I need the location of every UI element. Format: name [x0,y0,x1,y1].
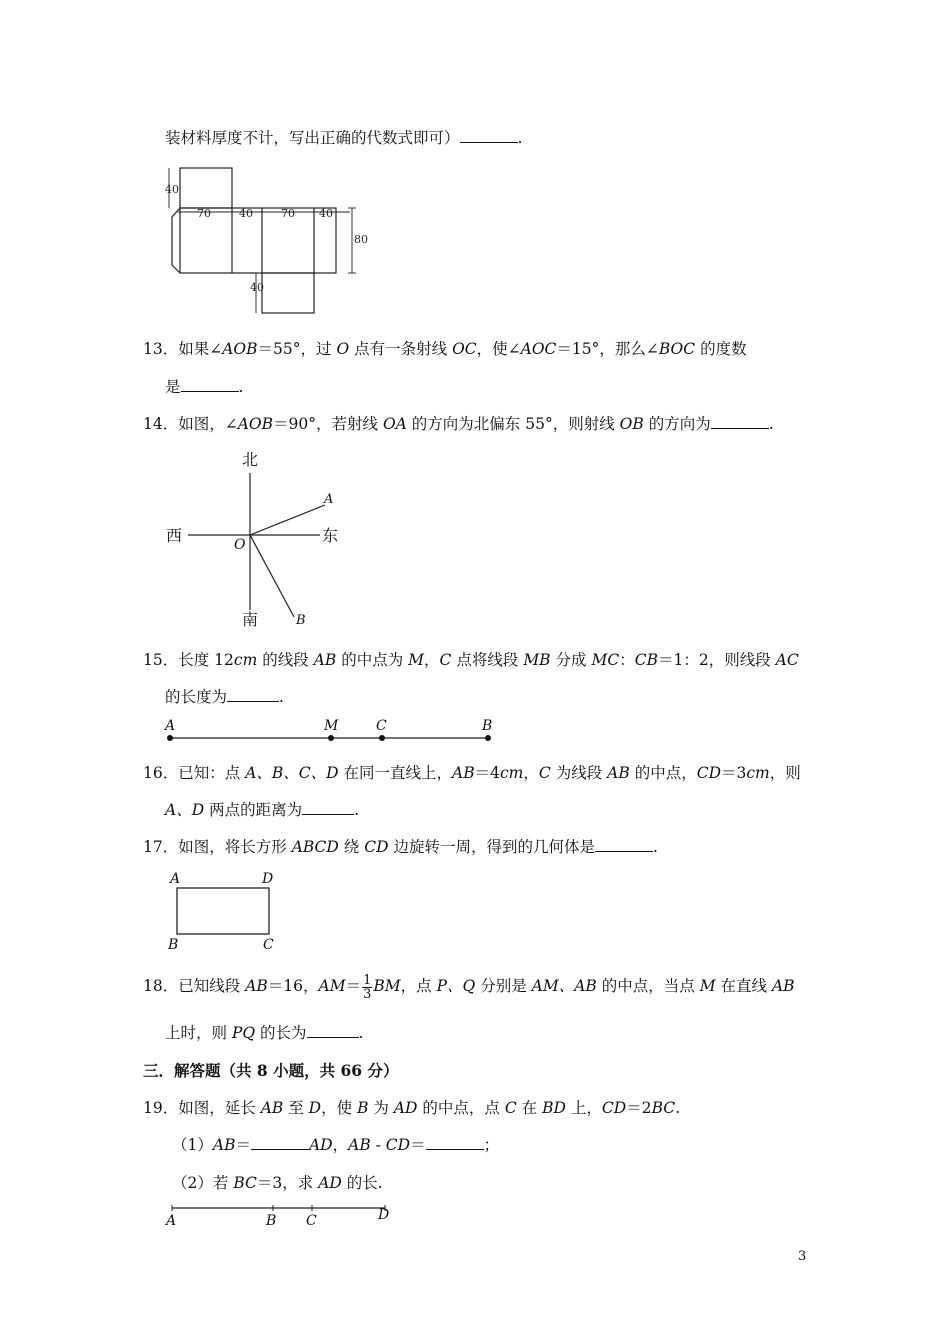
fraction-one-third: $\frac{1}{3}$ [363,972,372,1002]
answer-blank[interactable] [711,414,769,429]
dim-40-third: 40 [319,207,333,220]
dim-40-bottom: 40 [250,281,264,294]
question-19-part1: （1）AB＝ AD，AB - CD＝ ； [172,1136,500,1154]
answer-blank[interactable] [460,128,518,143]
rect-c-label: C [263,937,274,953]
rect-d-label: D [262,871,274,887]
q12-line: 装材料厚度不计，写出正确的代数式即可） . [165,129,523,147]
question-13: 13．如果∠AOB＝55°，过 O 点有一条射线 OC，使∠AOC＝15°，那么∠BOC 的度数 [143,340,747,358]
seg15-c-label: C [376,718,387,734]
seg19-a-label: A [166,1213,177,1229]
dim-40-second: 40 [239,207,253,220]
question-18: 18．已知线段 AB＝16，AM＝ $\frac{1}{3}$ BM，点 P、Q 分别是 AM、AB 的中点，当点 M 在直线 AB [143,972,795,1002]
seg19-b-label: B [266,1213,277,1229]
question-17: 17．如图，将长方形 ABCD 绕 CD 边旋转一周，得到的几何体是 . [143,838,658,856]
answer-blank[interactable] [426,1135,484,1150]
seg19-c-label: C [306,1213,317,1229]
dim-70-first: 70 [197,207,211,220]
point-o-label: O [234,537,246,553]
seg19-d-label: D [378,1207,390,1223]
question-14: 14．如图，∠AOB＝90°，若射线 OA 的方向为北偏东 55°，则射线 OB 的方向为 . [143,415,774,433]
answer-blank[interactable] [251,1135,309,1150]
segment-19-figure [160,1200,400,1232]
page-number: 3 [798,1249,807,1264]
south-label: 南 [242,610,259,629]
section-heading: 三．解答题（共 8 小题，共 66 分） [143,1061,399,1080]
dim-40-left: 40 [165,183,179,196]
answer-blank[interactable] [227,687,279,702]
answer-blank[interactable] [595,837,653,852]
east-label: 东 [322,526,339,545]
box-net-figure [160,165,375,317]
question-18-line2: 上时，则 PQ 的长为 . [165,1024,364,1042]
question-15-line2: 的长度为 . [165,688,284,706]
point-b-label: B [296,613,306,628]
question-19: 19．如图，延长 AB 至 D，使 B 为 AD 的中点，点 C 在 BD 上，CD＝2BC. [143,1099,681,1117]
seg15-a-label: A [165,718,176,734]
west-label: 西 [166,526,183,545]
answer-blank[interactable] [302,800,354,815]
answer-blank[interactable] [181,377,239,392]
question-13-line2: 是 . [165,378,244,396]
seg15-m-label: M [324,718,339,734]
answer-blank[interactable] [307,1023,359,1038]
question-15: 15．长度 12cm 的线段 AB 的中点为 M，C 点将线段 MB 分成 MC：CB＝1：2，则线段 AC [143,651,799,669]
dim-70-second: 70 [281,207,295,220]
rect-a-label: A [170,871,181,887]
north-label: 北 [242,450,259,469]
question-16: 16．已知：点 A、B、C、D 在同一直线上，AB＝4cm，C 为线段 AB 的中点，CD＝3cm，则 [143,764,801,782]
dim-80: 80 [354,233,368,246]
rectangle-17-figure [162,866,287,956]
rect-b-label: B [168,937,179,953]
compass-figure [160,445,350,630]
seg15-b-label: B [482,718,493,734]
segment-15-figure [160,714,505,746]
point-a-label: A [324,492,334,507]
question-19-part2: （2）若 BC＝3，求 AD 的长. [172,1174,383,1192]
question-16-line2: A、D 两点的距离为 . [165,801,360,819]
